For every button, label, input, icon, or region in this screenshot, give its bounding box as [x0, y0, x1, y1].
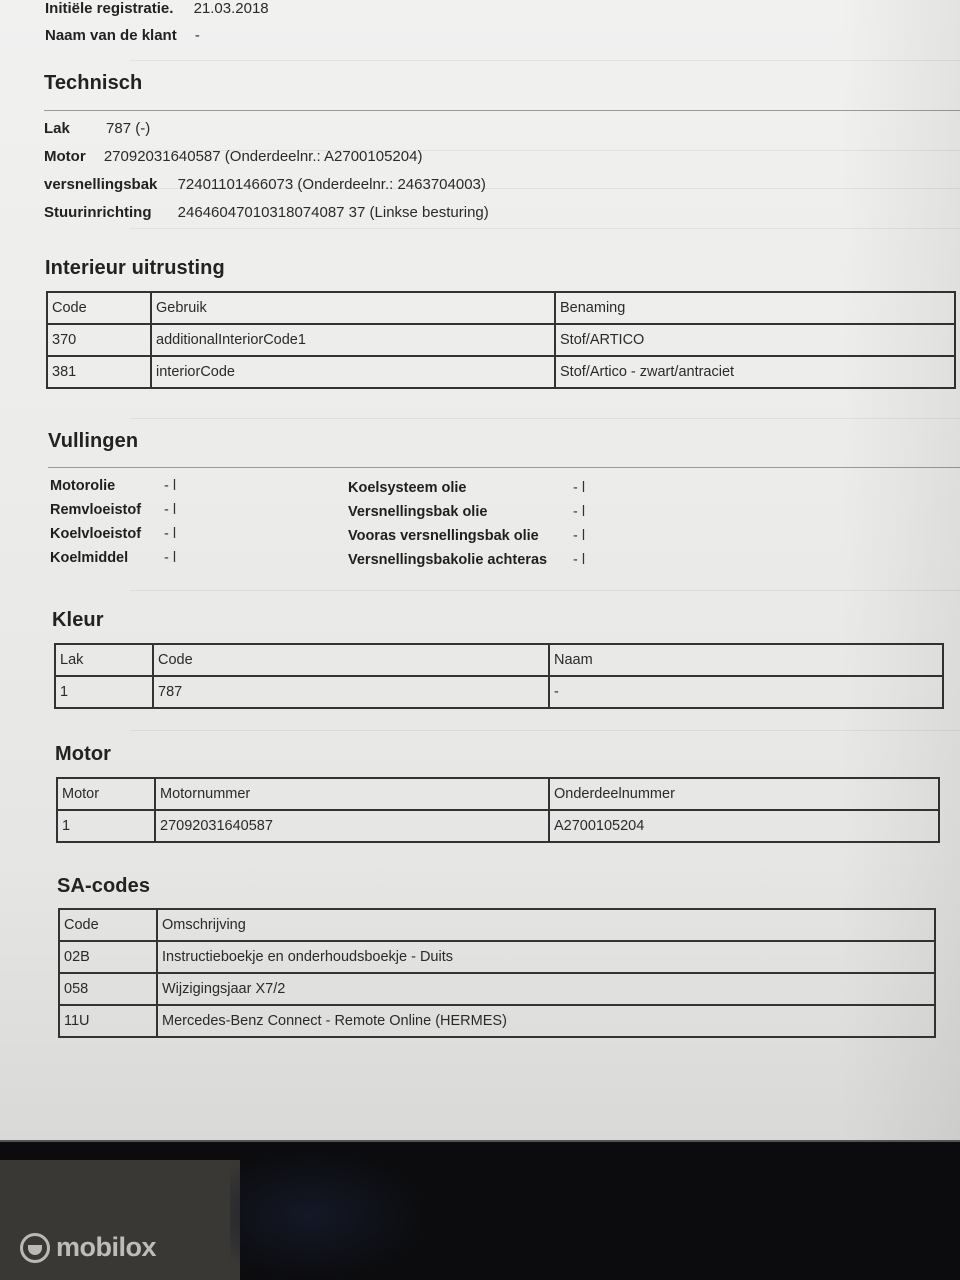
cell-description: Instructieboekje en onderhoudsboekje - Duits	[157, 941, 935, 973]
fill-item	[50, 478, 176, 494]
header-cell: Onderdeelnummer	[549, 778, 939, 810]
cell-code: 787	[153, 676, 549, 708]
table-row	[55, 676, 943, 708]
table-row	[57, 810, 939, 842]
fill-label: Vooras versnellingsbak olie	[348, 528, 539, 544]
section-divider	[44, 110, 960, 111]
fill-label: Koelvloeistof	[50, 526, 142, 542]
cell-engine-number: 27092031640587	[155, 810, 549, 842]
section-divider	[48, 467, 960, 468]
fill-item	[348, 504, 585, 520]
field-value: 787 (-)	[106, 120, 151, 137]
cell-name: Stof/Artico - zwart/antraciet	[555, 356, 955, 388]
fill-value: - l	[573, 504, 586, 520]
header-cell: Code	[59, 909, 157, 941]
header-cell: Code	[47, 292, 151, 324]
field-value: 27092031640587 (Onderdeelnr.: A2700105204)	[103, 148, 423, 165]
cell-usage: additionalInteriorCode1	[151, 324, 555, 356]
fill-label: Remvloeistof	[50, 502, 142, 518]
cell-code: 370	[47, 324, 151, 356]
table-row	[47, 324, 955, 356]
field-label: versnellingsbak	[44, 176, 158, 193]
fill-value: - l	[573, 528, 586, 544]
table-row	[59, 1005, 935, 1037]
field-value: -	[194, 27, 200, 44]
cell-description: Mercedes-Benz Connect - Remote Online (HERMES)	[157, 1005, 935, 1037]
bleed-through-line	[130, 60, 960, 61]
fill-value: - l	[164, 502, 177, 518]
header-cell: Benaming	[555, 292, 955, 324]
fill-label: Koelsysteem olie	[348, 480, 467, 496]
bleed-through-line	[130, 590, 960, 591]
color-table	[54, 643, 944, 709]
bleed-through-line	[130, 730, 960, 731]
header-cell: Code	[153, 644, 549, 676]
watermark	[20, 1232, 156, 1263]
field-value: 24646047010318074087 37 (Linkse besturing)	[177, 204, 489, 221]
field-label: Initiële registratie.	[45, 0, 174, 17]
cell-name: -	[549, 676, 943, 708]
section-title-motor: Motor	[55, 743, 112, 765]
section-title-vullingen: Vullingen	[48, 430, 139, 452]
fill-value: - l	[573, 552, 586, 568]
bleed-through-line	[130, 418, 960, 419]
table-header-row	[47, 292, 955, 324]
header-cell: Omschrijving	[157, 909, 935, 941]
field-label: Stuurinrichting	[44, 204, 152, 221]
cell-description: Wijzigingsjaar X7/2	[157, 973, 935, 1005]
table-row	[59, 973, 935, 1005]
cell-code: 381	[47, 356, 151, 388]
fill-item	[348, 552, 585, 568]
cell-code: 058	[59, 973, 157, 1005]
fill-item	[50, 502, 176, 518]
fill-item	[50, 550, 176, 566]
cell-code: 11U	[59, 1005, 157, 1037]
fill-value: - l	[573, 480, 586, 496]
engine-table	[56, 777, 940, 843]
tech-field-motor	[44, 148, 422, 165]
tech-field-gearbox	[44, 176, 486, 193]
fill-label: Koelmiddel	[50, 550, 129, 566]
fill-label: Versnellingsbak olie	[348, 504, 488, 520]
fill-item	[348, 528, 585, 544]
field-label: Lak	[44, 120, 70, 137]
fill-value: - l	[164, 550, 177, 566]
field-label: Motor	[44, 148, 86, 165]
section-title-technisch: Technisch	[44, 72, 143, 94]
table-row	[59, 941, 935, 973]
initial-registration-field	[45, 0, 269, 17]
bleed-through-line	[130, 228, 960, 229]
fill-item	[348, 480, 585, 496]
fill-label: Motorolie	[50, 478, 116, 494]
fill-value: - l	[164, 526, 177, 542]
table-header-row	[57, 778, 939, 810]
section-title-kleur: Kleur	[52, 609, 104, 631]
cell-part-number: A2700105204	[549, 810, 939, 842]
table-header-row	[55, 644, 943, 676]
watermark-text: mobilox	[56, 1232, 157, 1262]
header-cell: Naam	[549, 644, 943, 676]
fill-label: Versnellingsbakolie achteras	[348, 552, 548, 568]
tech-field-steering	[44, 204, 489, 221]
cell-usage: interiorCode	[151, 356, 555, 388]
interior-table	[46, 291, 956, 389]
section-title-interieur: Interieur uitrusting	[45, 257, 225, 279]
fill-item	[50, 526, 176, 542]
header-cell: Motornummer	[155, 778, 549, 810]
field-value: 72401101466073 (Onderdeelnr.: 2463704003)	[177, 176, 486, 193]
tech-field-lak	[44, 120, 150, 137]
header-cell: Gebruik	[151, 292, 555, 324]
table-row	[47, 356, 955, 388]
customer-name-field	[45, 27, 200, 44]
header-cell: Lak	[55, 644, 153, 676]
cell-engine: 1	[57, 810, 155, 842]
mobilox-logo-icon	[20, 1233, 50, 1263]
field-value: 21.03.2018	[193, 0, 269, 17]
header-cell: Motor	[57, 778, 155, 810]
fill-value: - l	[164, 478, 177, 494]
cell-paint: 1	[55, 676, 153, 708]
table-header-row	[59, 909, 935, 941]
section-title-sa-codes: SA-codes	[57, 875, 151, 897]
sa-codes-table	[58, 908, 936, 1038]
cell-code: 02B	[59, 941, 157, 973]
cell-name: Stof/ARTICO	[555, 324, 955, 356]
field-label: Naam van de klant	[45, 27, 177, 44]
background-shadow	[230, 1150, 430, 1280]
